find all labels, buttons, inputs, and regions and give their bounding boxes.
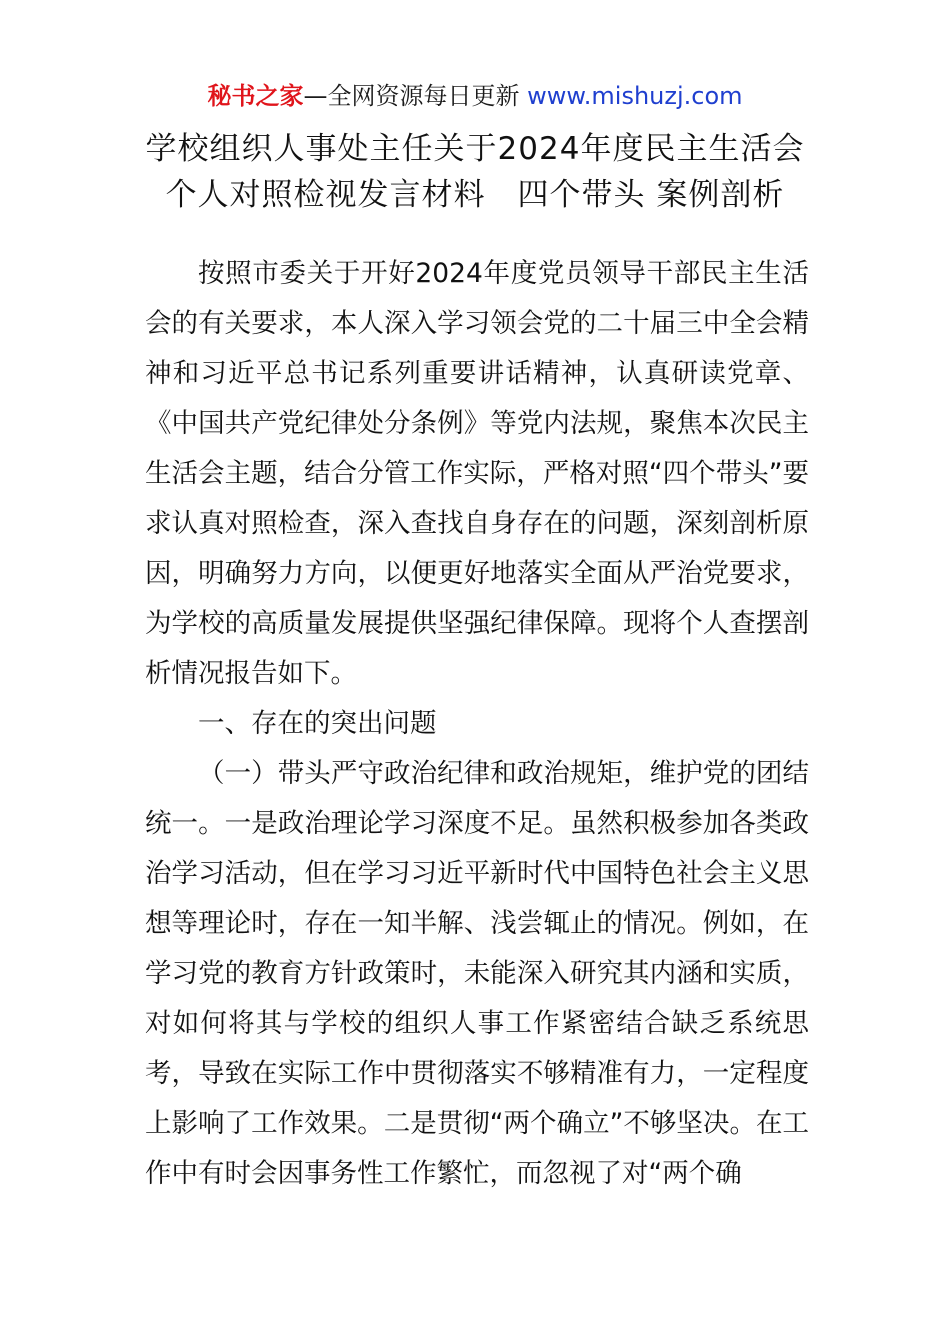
header-tagline: —全网资源每日更新 — [303, 82, 528, 110]
site-url[interactable]: www.mishuzj.com — [527, 82, 743, 110]
section-heading-1: 一、存在的突出问题 — [198, 708, 437, 739]
document-body — [145, 249, 809, 1199]
intro-paragraph: 按照市委关于开好2024年度党员领导干部民主生活会的有关要求，本人深入学习领会党的二十届三中全会精神和习近平总书记系列重要讲话精神，认真研读党章、《中国共产党纪律处分条例》等党内法规，聚焦本次民主生活会主题，结合分管工作实际，严格对照“四个带头”要求认真对照检查，深入查找自身存在的问题，深刻剖析原因，明确努力方向，以便更好地落实全面从严治党要求，为学校的高质量发展提供坚强纪律保障。现将个人查摆剖析情况报告如下。 — [145, 258, 809, 689]
document-title-line-1: 学校组织人事处主任关于2024年度民主生活会 — [145, 131, 805, 167]
site-header — [0, 78, 950, 114]
document-title-line-2: 个人对照检视发言材料 四个带头 案例剖析 — [165, 177, 785, 213]
brand-name: 秘书之家 — [207, 82, 304, 110]
item-paragraph-1: （一）带头严守政治纪律和政治规矩，维护党的团结统一。一是政治理论学习深度不足。虽然积极参加各类政治学习活动，但在学习习近平新时代中国特色社会主义思想等理论时，存在一知半解、浅尝辄止的情况。例如，在学习党的教育方针政策时，未能深入研究其内涵和实质，对如何将其与学校的组织人事工作紧密结合缺乏系统思考，导致在实际工作中贯彻落实不够精准有力，一定程度上影响了工作效果。二是贯彻“两个确立”不够坚决。在工作中有时会因事务性工作繁忙，而忽视了对“两个确 — [145, 758, 809, 1189]
